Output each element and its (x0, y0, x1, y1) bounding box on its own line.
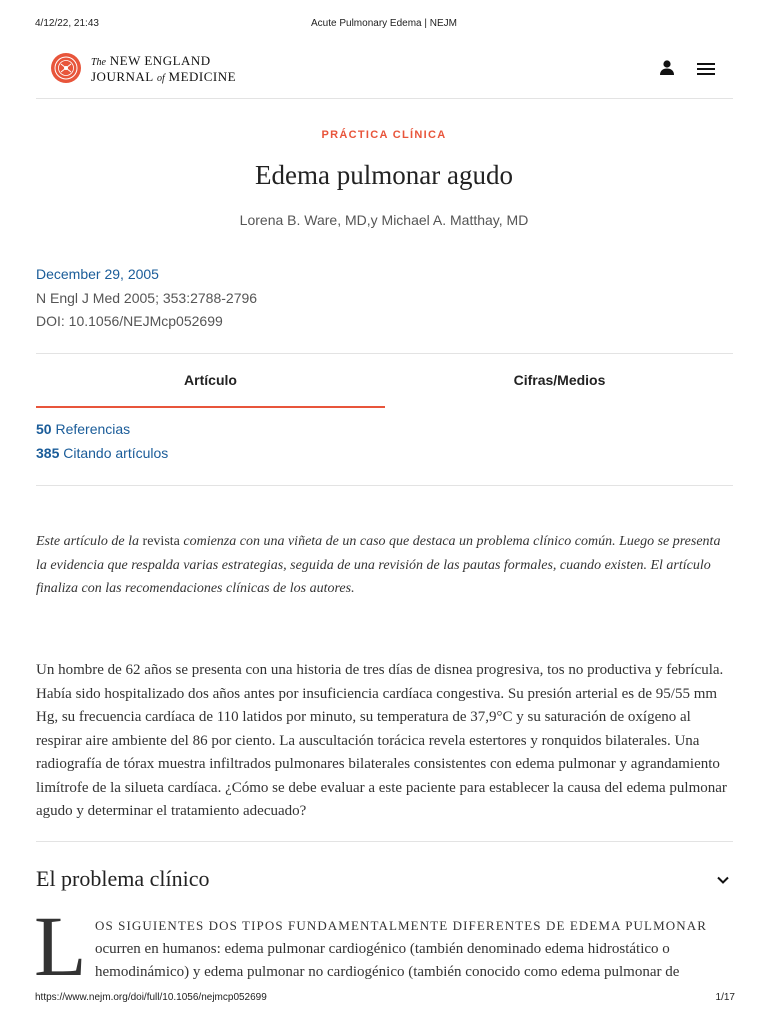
chevron-down-icon[interactable] (715, 872, 731, 888)
logo-line-2: JOURNAL of MEDICINE (91, 69, 237, 84)
publication-date: December 29, 2005 (36, 266, 159, 282)
journal-logo[interactable] (91, 54, 236, 86)
article-summary: Este artículo de la revista comienza con una viñeta de un caso que destaca un problema clínico común. Luego se presenta la evidencia que respalda varias estrategias, seguida de una revisión de las pautas formales, cuando existen. El artículo finaliza con las recomendaciones clínicas de los autores. (36, 534, 721, 596)
user-icon[interactable] (658, 59, 676, 77)
logo-line-1: The NEW ENGLAND (91, 53, 211, 68)
divider (36, 485, 733, 486)
journal-link[interactable]: revista (142, 534, 180, 549)
print-footer (0, 992, 768, 1006)
print-header (0, 18, 768, 32)
article-title: Edema pulmonar agudo (255, 160, 513, 190)
references-count: 50 (36, 421, 52, 437)
print-url: https://www.nejm.org/doi/full/10.1056/nejmcp052699 (35, 992, 267, 1003)
nejm-seal-icon[interactable] (51, 53, 81, 83)
references-link[interactable] (36, 421, 130, 437)
print-datetime: 4/12/22, 21:43 (35, 18, 99, 29)
tab-cifras-medios[interactable]: Cifras/Medios (513, 372, 606, 388)
citing-count: 385 (36, 445, 60, 461)
references-label: Referencias (51, 421, 131, 437)
journal-citation: N Engl J Med 2005; 353:2788-2796 (36, 290, 258, 306)
print-page-number: 1/17 (715, 992, 735, 1003)
citing-articles-link[interactable] (36, 445, 168, 461)
print-page-title: Acute Pulmonary Edema | NEJM (311, 18, 457, 29)
article-doi: DOI: 10.1056/NEJMcp052699 (36, 313, 223, 329)
article-authors[interactable]: Lorena B. Ware, MD,y Michael A. Matthay, MD (239, 212, 529, 228)
citing-label: Citando artículos (59, 445, 169, 461)
case-vignette: Un hombre de 62 años se presenta con una historia de tres días de disnea progresiva, tos no productiva y febrícula. Había sido hospitalizado dos años antes por insuficiencia cardíaca congestiva. Su presión arterial es de 95/55 mm Hg, su frecuencia cardíaca de 110 latidos por minuto, su temperatura de 37,9°C y su saturación de oxígeno al respirar aire ambiente del 86 por ciento. La auscultación torácica revela estertores y ronquidos bilaterales. Una radiografía de tórax muestra infiltrados pulmonares bilaterales consistentes con edema pulmonar y agrandamiento limítrofe de la silueta cardíaca. ¿Cómo se debe evaluar a este paciente para establecer la causa del edema pulmonar agudo y determinar el tratamiento adecuado? (36, 662, 727, 819)
menu-icon[interactable] (696, 61, 716, 77)
lead-paragraph: OS SIGUIENTES DOS TIPOS FUNDAMENTALMENTE DIFERENTES DE EDEMA PULMONAR ocurren en humanos: edema pulmonar cardiogénico (también denominado edema hidrostático o hemodinámico) y edema pulmonar no cardiogénico (también conocido como edema pulmonar de (95, 918, 707, 980)
tab-articulo[interactable]: Artículo (36, 354, 385, 408)
drop-cap: L (34, 898, 87, 994)
article-tabs (36, 353, 733, 407)
section-label[interactable]: PRÁCTICA CLÍNICA (321, 129, 447, 141)
masthead (36, 50, 733, 99)
divider (36, 841, 733, 842)
section-heading[interactable]: El problema clínico (36, 866, 210, 891)
